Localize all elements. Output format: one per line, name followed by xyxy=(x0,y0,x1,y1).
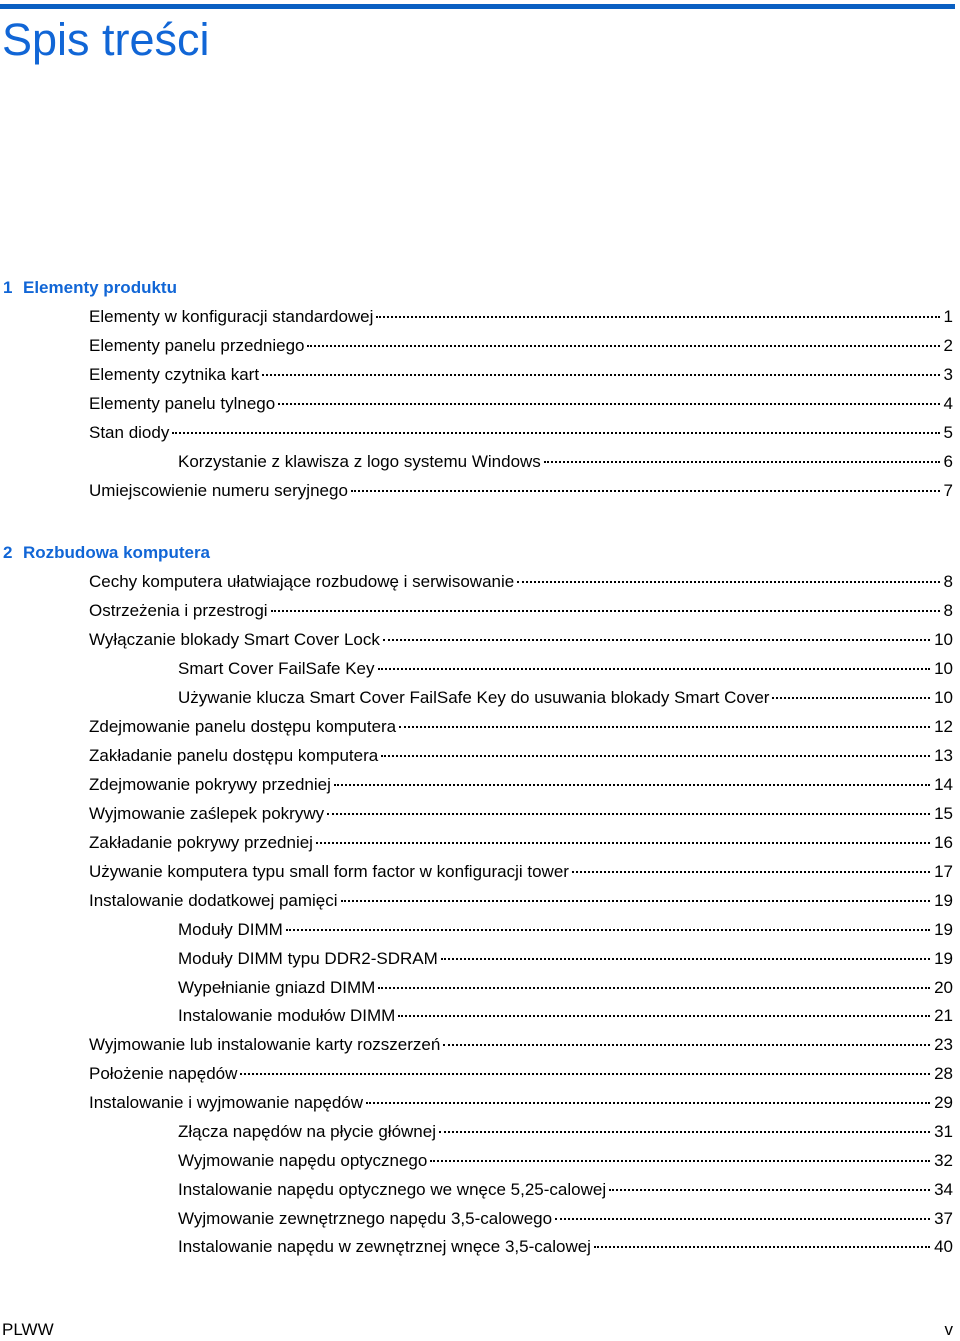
toc-entry-page: 14 xyxy=(934,775,953,794)
dot-leader xyxy=(316,842,930,844)
dot-leader xyxy=(772,697,930,699)
toc-entry-page: 19 xyxy=(934,949,953,968)
chapter-title: Elementy produktu xyxy=(23,278,177,297)
dot-leader xyxy=(383,639,930,641)
toc-entry-page: 10 xyxy=(934,659,953,678)
toc-entry-page: 7 xyxy=(943,481,953,500)
toc-entry-title: Wypełnianie gniazd DIMM xyxy=(178,978,376,997)
page-title: Spis treści xyxy=(2,14,210,65)
toc-entry[interactable] xyxy=(178,658,953,680)
toc-entry-page: 40 xyxy=(934,1237,953,1256)
toc-entry-title: Zdejmowanie panelu dostępu komputera xyxy=(89,717,397,736)
dot-leader xyxy=(334,784,930,786)
dot-leader xyxy=(378,668,931,670)
toc-entry-title: Używanie komputera typu small form factor w konfiguracji tower xyxy=(89,862,569,881)
toc-entry-page: 5 xyxy=(943,423,953,442)
toc-entry[interactable] xyxy=(178,1150,953,1172)
toc-entry[interactable] xyxy=(89,480,953,502)
chapter-heading-1[interactable] xyxy=(3,277,177,299)
dot-leader xyxy=(286,929,930,931)
toc-entry[interactable] xyxy=(178,977,953,999)
toc-entry-page: 19 xyxy=(934,891,953,910)
toc-entry-page: 28 xyxy=(934,1064,953,1083)
dot-leader xyxy=(439,1131,930,1133)
toc-entry-title: Wyjmowanie zaślepek pokrywy xyxy=(89,804,325,823)
toc-entry-page: 23 xyxy=(934,1035,953,1054)
toc-entry-title: Cechy komputera ułatwiające rozbudowę i serwisowanie xyxy=(89,572,515,591)
toc-entry-title: Wyjmowanie lub instalowanie karty rozszerzeń xyxy=(89,1035,441,1054)
toc-entry-page: 13 xyxy=(934,746,953,765)
chapter-title: Rozbudowa komputera xyxy=(23,543,211,562)
toc-entry-page: 17 xyxy=(934,862,953,881)
toc-entry[interactable] xyxy=(89,745,953,767)
footer-doc-code: PLWW xyxy=(2,1320,54,1339)
toc-entry-page: 2 xyxy=(943,336,953,355)
dot-leader xyxy=(278,403,939,405)
toc-entry[interactable] xyxy=(178,451,953,473)
dot-leader xyxy=(366,1102,930,1104)
toc-entry[interactable] xyxy=(89,393,953,415)
toc-entry-title: Umiejscowienie numeru seryjnego xyxy=(89,481,348,500)
toc-entry-title: Instalowanie napędu optycznego we wnęce 5,25-calowej xyxy=(178,1180,607,1199)
toc-entry[interactable] xyxy=(89,571,953,593)
toc-entry-page: 8 xyxy=(943,601,953,620)
chapter-number: 1 xyxy=(3,278,13,297)
toc-entry[interactable] xyxy=(89,1063,953,1085)
dot-leader xyxy=(544,461,940,463)
toc-entry-title: Smart Cover FailSafe Key xyxy=(178,659,375,678)
dot-leader xyxy=(378,987,930,989)
toc-entry-title: Wyjmowanie zewnętrznego napędu 3,5-calowego xyxy=(178,1209,553,1228)
dot-leader xyxy=(441,958,930,960)
toc-entry[interactable] xyxy=(89,422,953,444)
toc-entry[interactable] xyxy=(178,687,953,709)
toc-entry[interactable] xyxy=(89,716,953,738)
toc-entry-page: 10 xyxy=(934,688,953,707)
toc-entry[interactable] xyxy=(89,1034,953,1056)
dot-leader xyxy=(594,1246,930,1248)
toc-entry-page: 20 xyxy=(934,978,953,997)
toc-entry-title: Zakładanie panelu dostępu komputera xyxy=(89,746,379,765)
toc-entry[interactable] xyxy=(178,1179,953,1201)
toc-entry-title: Stan diody xyxy=(89,423,170,442)
toc-entry-title: Elementy panelu przedniego xyxy=(89,336,305,355)
toc-entry-title: Elementy czytnika kart xyxy=(89,365,260,384)
dot-leader xyxy=(262,374,939,376)
dot-leader xyxy=(572,871,930,873)
toc-entry[interactable] xyxy=(89,832,953,854)
toc-entry-page: 37 xyxy=(934,1209,953,1228)
dot-leader xyxy=(240,1073,930,1075)
toc-entry[interactable] xyxy=(89,890,953,912)
toc-entry-title: Elementy panelu tylnego xyxy=(89,394,276,413)
dot-leader xyxy=(327,813,930,815)
toc-entry[interactable] xyxy=(178,919,953,941)
footer-page-number: v xyxy=(944,1320,953,1339)
toc-entry-page: 15 xyxy=(934,804,953,823)
toc-entry-title: Elementy w konfiguracji standardowej xyxy=(89,307,374,326)
toc-entry[interactable] xyxy=(178,948,953,970)
toc-entry[interactable] xyxy=(89,364,953,386)
toc-entry[interactable] xyxy=(178,1005,953,1027)
toc-entry[interactable] xyxy=(89,1092,953,1114)
toc-entry-title: Wyłączanie blokady Smart Cover Lock xyxy=(89,630,380,649)
toc-entry-title: Instalowanie napędu w zewnętrznej wnęce 3,5-calowej xyxy=(178,1237,591,1256)
toc-entry-title: Ostrzeżenia i przestrogi xyxy=(89,601,268,620)
toc-entry-title: Instalowanie i wyjmowanie napędów xyxy=(89,1093,364,1112)
toc-entry-title: Zakładanie pokrywy przedniej xyxy=(89,833,313,852)
toc-entry-title: Zdejmowanie pokrywy przedniej xyxy=(89,775,331,794)
toc-entry-title: Używanie klucza Smart Cover FailSafe Key do usuwania blokady Smart Cover xyxy=(178,688,770,707)
dot-leader xyxy=(376,316,939,318)
toc-entry-title: Instalowanie dodatkowej pamięci xyxy=(89,891,338,910)
toc-entry[interactable] xyxy=(89,629,953,651)
toc-entry-title: Moduły DIMM typu DDR2-SDRAM xyxy=(178,949,438,968)
toc-entry[interactable] xyxy=(89,803,953,825)
dot-leader xyxy=(341,900,931,902)
toc-entry-page: 8 xyxy=(943,572,953,591)
toc-entry-page: 12 xyxy=(934,717,953,736)
dot-leader xyxy=(381,755,930,757)
toc-entry-page: 29 xyxy=(934,1093,953,1112)
dot-leader xyxy=(172,432,939,434)
toc-entry-title: Instalowanie modułów DIMM xyxy=(178,1006,396,1025)
top-rule xyxy=(0,4,955,9)
chapter-heading-2[interactable] xyxy=(3,542,210,564)
toc-entry[interactable] xyxy=(89,774,953,796)
toc-entry-page: 19 xyxy=(934,920,953,939)
toc-entry-page: 32 xyxy=(934,1151,953,1170)
toc-entry-title: Wyjmowanie napędu optycznego xyxy=(178,1151,428,1170)
dot-leader xyxy=(443,1044,930,1046)
dot-leader xyxy=(351,490,940,492)
toc-entry-page: 16 xyxy=(934,833,953,852)
toc-entry[interactable] xyxy=(89,861,953,883)
toc-entry[interactable] xyxy=(89,335,953,357)
toc-entry[interactable] xyxy=(178,1208,953,1230)
toc-entry[interactable] xyxy=(89,306,953,328)
chapter-number: 2 xyxy=(3,543,13,562)
toc-entry-page: 4 xyxy=(943,394,953,413)
toc-entry-page: 6 xyxy=(943,452,953,471)
toc-entry[interactable] xyxy=(89,600,953,622)
toc-entry-title: Korzystanie z klawisza z logo systemu Windows xyxy=(178,452,541,471)
toc-entry-page: 31 xyxy=(934,1122,953,1141)
toc-entry[interactable] xyxy=(178,1236,953,1258)
toc-entry-title: Moduły DIMM xyxy=(178,920,283,939)
toc-entry-page: 21 xyxy=(934,1006,953,1025)
dot-leader xyxy=(307,345,939,347)
dot-leader xyxy=(271,610,940,612)
dot-leader xyxy=(555,1218,930,1220)
dot-leader xyxy=(398,1015,930,1017)
toc-entry-page: 34 xyxy=(934,1180,953,1199)
dot-leader xyxy=(609,1189,930,1191)
dot-leader xyxy=(517,581,939,583)
dot-leader xyxy=(399,726,930,728)
dot-leader xyxy=(430,1160,930,1162)
toc-entry-page: 3 xyxy=(943,365,953,384)
toc-entry-page: 10 xyxy=(934,630,953,649)
toc-entry-title: Położenie napędów xyxy=(89,1064,238,1083)
toc-entry-title: Złącza napędów na płycie głównej xyxy=(178,1122,436,1141)
toc-entry-page: 1 xyxy=(943,307,953,326)
toc-entry[interactable] xyxy=(178,1121,953,1143)
